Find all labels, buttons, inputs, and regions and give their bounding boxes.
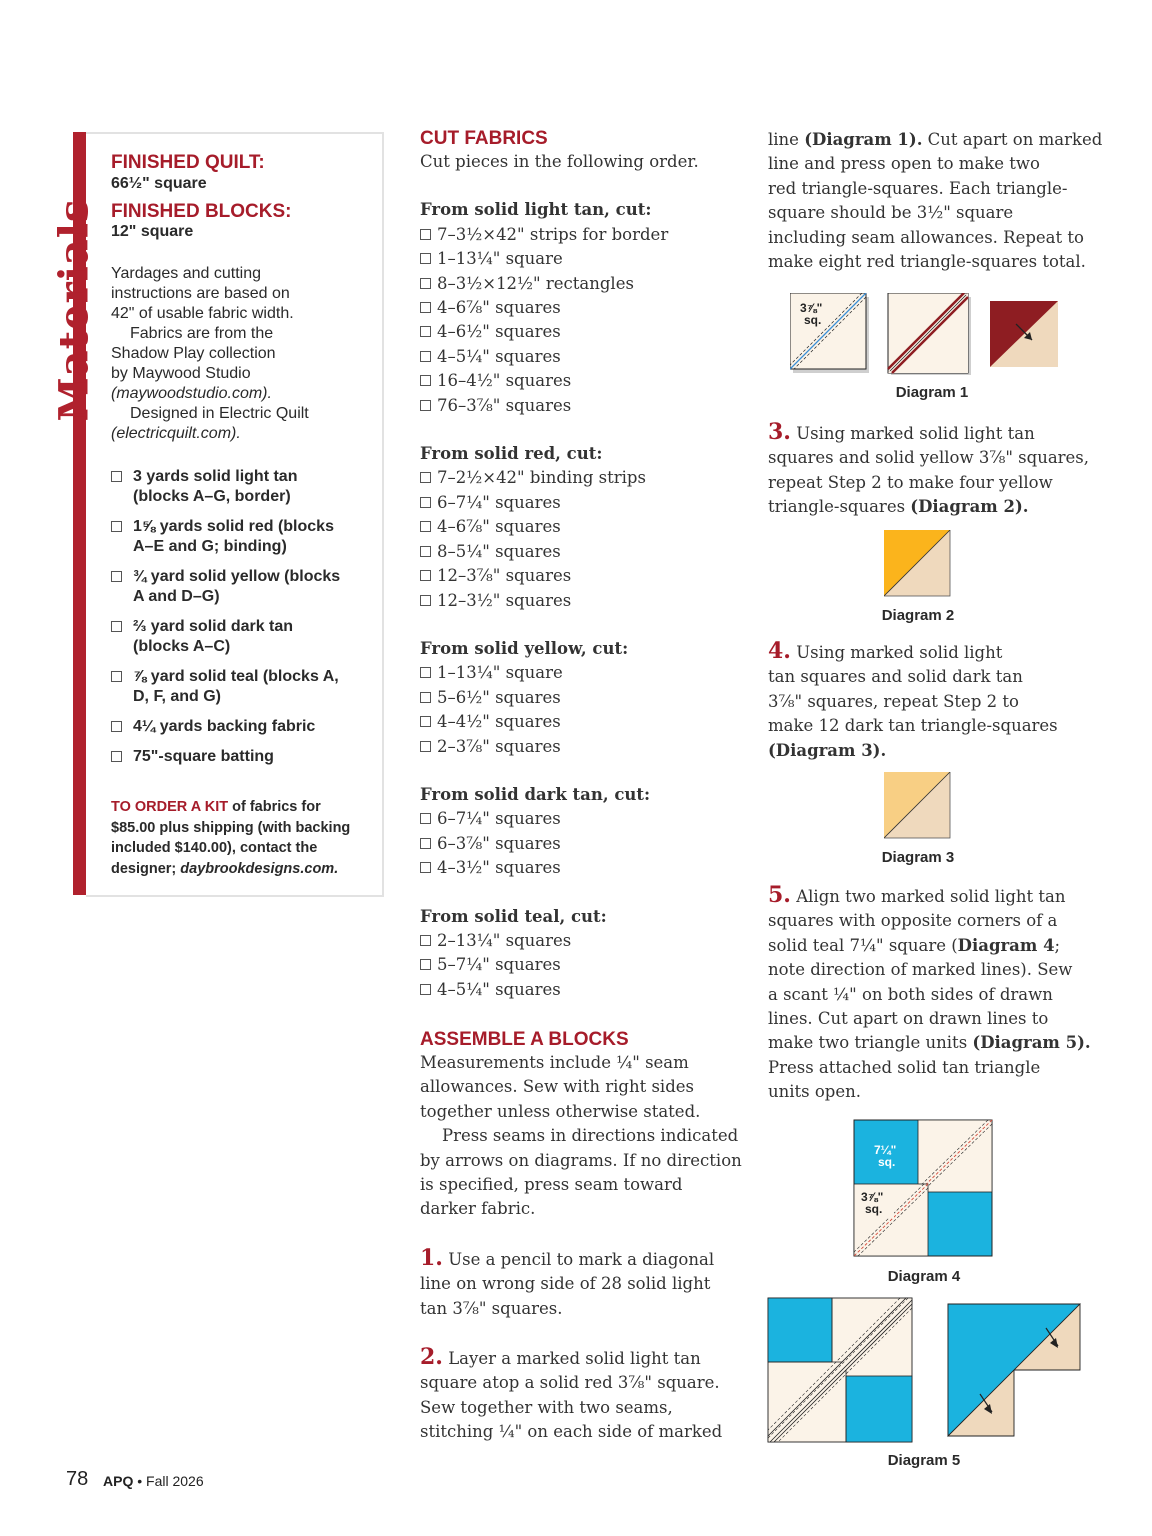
list-item [420, 686, 750, 710]
step-line: line on wrong side of 28 solid light [420, 1274, 711, 1294]
page-number: 78 [66, 1468, 89, 1490]
item-text: 4–4½" squares [437, 712, 561, 732]
item-text: 4–5¼" squares [437, 979, 561, 999]
para-line: allowances. Sew with right sides [420, 1077, 694, 1097]
fabrics-line: Fabrics are from the [130, 325, 274, 342]
list-item [420, 735, 750, 759]
step-line: Layer a marked solid light tan [448, 1349, 701, 1369]
checkbox-icon [111, 521, 122, 532]
step-line: square atop a solid red 3⅞" square. [420, 1373, 720, 1393]
checkbox-icon [420, 400, 431, 411]
step-number: 1. [420, 1244, 443, 1271]
checkbox-icon [420, 595, 431, 606]
checkbox-icon [420, 959, 431, 970]
checkbox-icon [420, 716, 431, 727]
item-text: 8–5¼" squares [437, 541, 561, 561]
item-text: 4¼ yards backing fabric [133, 718, 316, 735]
designed-line: Designed in Electric Quilt [130, 405, 309, 422]
assemble-para-1 [420, 1051, 750, 1222]
list-item [420, 491, 750, 515]
checkbox-icon [420, 375, 431, 386]
checkbox-icon [420, 497, 431, 508]
checkbox-icon [420, 935, 431, 946]
checkbox-icon [420, 253, 431, 264]
checkbox-icon [420, 351, 431, 362]
list-item [420, 272, 750, 296]
step-line: solid teal 7¼" square ( [768, 935, 958, 955]
assemble-section [420, 1029, 750, 1445]
list-item [111, 667, 371, 707]
kit-lead: TO ORDER A KIT [111, 799, 229, 815]
materials-vertical-title [44, 200, 104, 420]
para-line: together unless otherwise stated. [420, 1101, 701, 1121]
item-text: 6–3⅞" squares [437, 833, 561, 853]
item-text: 5–7¼" squares [437, 955, 561, 975]
step-line: lines. Cut apart on drawn lines to [768, 1009, 1049, 1029]
list-item [111, 617, 371, 657]
para-line: darker fabric. [420, 1199, 536, 1219]
step-line: line [768, 130, 805, 149]
step-line: Use a pencil to mark a diagonal [448, 1249, 715, 1269]
kit-line: designer; [111, 860, 177, 877]
checkbox-icon [111, 751, 122, 762]
diagram-5-figure [766, 1296, 1084, 1446]
list-item [111, 567, 371, 607]
intro-line: Yardages and cutting [111, 265, 262, 282]
checkbox-icon [111, 621, 122, 632]
item-text: 75"-square batting [133, 748, 274, 765]
list-item [420, 832, 750, 856]
step-line: units open. [768, 1082, 862, 1102]
checkbox-icon [420, 570, 431, 581]
group-title: From solid yellow, cut: [420, 638, 629, 658]
list-item [420, 296, 750, 320]
cut-fabrics-heading: CUT FABRICS [420, 128, 548, 149]
item-text: 2–13¼" squares [437, 930, 572, 950]
diagram-3-caption: Diagram 3 [881, 849, 955, 866]
materials-intro [111, 264, 381, 444]
step-line: line and press open to make two [768, 154, 1040, 174]
list-item [420, 856, 750, 880]
step-number: 4. [768, 638, 791, 664]
checkbox-icon [111, 571, 122, 582]
diagram-5-caption: Diagram 5 [887, 1452, 961, 1469]
cut-group-teal [420, 905, 750, 1003]
finished-blocks-heading: FINISHED BLOCKS: [111, 201, 292, 222]
item-text: 1–13¼" square [437, 663, 563, 683]
daybrook-link[interactable]: daybrookdesigns.com. [180, 860, 339, 877]
step-number: 5. [768, 882, 791, 908]
d4-size-label: 3⅞" [861, 1190, 884, 1204]
list-item [420, 589, 750, 613]
item-text: 4–6⅞" squares [437, 298, 561, 318]
cut-group-light-tan [420, 198, 750, 418]
checkbox-icon [420, 741, 431, 752]
item-text: ⅔ yard solid dark tan [133, 618, 294, 635]
item-text: 4–6½" squares [437, 322, 561, 342]
list-item [420, 394, 750, 418]
step-number: 2. [420, 1344, 443, 1371]
step-5 [768, 883, 1108, 1105]
step-line: Using marked solid light tan [796, 424, 1035, 443]
item-text: 5–6½" squares [437, 687, 561, 707]
diagram-ref: (Diagram 1). [804, 130, 923, 149]
intro-line: instructions are based on [111, 285, 290, 302]
list-item [111, 467, 371, 507]
item-text: (blocks A–G, border) [133, 488, 291, 505]
diagram-ref: (Diagram 2). [910, 497, 1029, 517]
item-text: 8–3½×12½" rectangles [437, 273, 634, 293]
step-2-continued [768, 128, 1108, 274]
step-number: 3. [768, 419, 791, 445]
checkbox-icon [420, 521, 431, 532]
diagram-4-caption: Diagram 4 [887, 1268, 961, 1285]
item-text: 4–6⅞" squares [437, 517, 561, 537]
item-text: 1–13¼" square [437, 249, 563, 269]
finished-quilt-heading: FINISHED QUILT: [111, 152, 265, 173]
checkbox-icon [420, 692, 431, 703]
step-line: triangle-squares [768, 497, 911, 517]
list-item [420, 661, 750, 685]
item-text: ¾ yard solid yellow (blocks [133, 568, 341, 585]
cut-group-dark-tan [420, 783, 750, 881]
item-text: (blocks A–C) [133, 638, 231, 655]
para-line: Press seams in directions indicated [442, 1126, 739, 1146]
item-text: 12–3⅞" squares [437, 566, 572, 586]
list-item [420, 515, 750, 539]
item-text: 7–2½×42" binding strips [437, 468, 646, 488]
list-item [420, 345, 750, 369]
diagram-1-figure [790, 293, 1062, 375]
fabrics-line: by Maywood Studio [111, 365, 251, 382]
kit-line: included $140.00), contact the [111, 840, 318, 856]
step-line: ; [1054, 935, 1061, 955]
checkbox-icon [420, 229, 431, 240]
materials-list [111, 467, 371, 777]
d1-size-label: 3⅞" [800, 301, 823, 315]
d4-size-label: sq. [878, 1155, 896, 1169]
intro-line: 42" of usable fabric width. [111, 305, 294, 322]
item-text: 2–3⅞" squares [437, 736, 561, 756]
group-title: From solid dark tan, cut: [420, 784, 651, 804]
cut-fabrics-intro: Cut pieces in the following order. [420, 152, 699, 171]
item-text: 16–4½" squares [437, 371, 572, 391]
electricquilt-link[interactable]: (electricquilt.com). [111, 425, 241, 442]
group-title: From solid red, cut: [420, 444, 603, 464]
list-item [420, 710, 750, 734]
list-item [111, 747, 371, 767]
checkbox-icon [111, 721, 122, 732]
step-line: a scant ¼" on both sides of drawn [768, 984, 1053, 1004]
step-line: Cut apart on marked [922, 130, 1103, 149]
checkbox-icon [420, 838, 431, 849]
step-line: make 12 dark tan triangle-squares [768, 716, 1058, 736]
checkbox-icon [420, 472, 431, 483]
item-text: 4–5¼" squares [437, 346, 561, 366]
para-line: by arrows on diagrams. If no direction [420, 1150, 742, 1170]
step-line: stitching ¼" on each side of marked [420, 1422, 723, 1442]
diagram-2-figure [884, 530, 952, 598]
finished-blocks-value: 12" square [111, 223, 194, 240]
step-line: make two triangle units [768, 1033, 973, 1053]
checkbox-icon [420, 326, 431, 337]
cut-fabrics-section [420, 128, 750, 1002]
list-item [420, 540, 750, 564]
item-text: A–E and G; binding) [133, 538, 287, 555]
step-line: tan squares and solid dark tan [768, 667, 1023, 687]
diagram-ref: (Diagram 5). [972, 1033, 1091, 1053]
item-text: 4–3½" squares [437, 858, 561, 878]
list-item [420, 807, 750, 831]
step-1 [420, 1246, 750, 1321]
diagram-2-caption: Diagram 2 [881, 607, 955, 624]
step-line: squares with opposite corners of a [768, 911, 1058, 931]
list-item [111, 517, 371, 557]
item-text: 76–3⅞" squares [437, 395, 572, 415]
maywood-link[interactable]: (maywoodstudio.com). [111, 385, 272, 402]
d4-size-label: 7¼" [874, 1143, 897, 1157]
cut-group-red [420, 442, 750, 613]
checkbox-icon [420, 813, 431, 824]
step-line: squares and solid yellow 3⅞" squares, [768, 448, 1090, 468]
checkbox-icon [420, 984, 431, 995]
item-text: ⅞ yard solid teal (blocks A, [133, 668, 339, 685]
step-line: repeat Step 2 to make four yellow [768, 472, 1053, 492]
issue-name: • Fall 2026 [133, 1473, 204, 1489]
para-line: Measurements include ¼" seam [420, 1053, 689, 1072]
item-text: 3 yards solid light tan [133, 468, 298, 485]
list-item [420, 320, 750, 344]
cut-group-yellow [420, 637, 750, 759]
magazine-footer [103, 1473, 204, 1489]
step-line: make eight red triangle-squares total. [768, 252, 1086, 272]
kit-line: of fabrics for [232, 799, 321, 815]
step-line: tan 3⅞" squares. [420, 1298, 563, 1318]
step-3 [768, 420, 1108, 520]
magazine-name: APQ [103, 1473, 134, 1489]
step-2 [420, 1345, 750, 1445]
step-line: red triangle-squares. Each triangle- [768, 178, 1068, 198]
kit-line: $85.00 plus shipping (with backing [111, 819, 351, 836]
checkbox-icon [420, 667, 431, 678]
diagram-4-figure [852, 1118, 996, 1260]
group-title: From solid light tan, cut: [420, 200, 652, 220]
step-line: 3⅞" squares, repeat Step 2 to [768, 691, 1019, 711]
checkbox-icon [420, 302, 431, 313]
list-item [420, 953, 750, 977]
diagram-1-caption: Diagram 1 [895, 384, 969, 401]
list-item [420, 929, 750, 953]
diagram-ref: (Diagram 3). [768, 740, 887, 760]
step-line: Press attached solid tan triangle [768, 1057, 1041, 1077]
fabrics-line: Shadow Play collection [111, 345, 276, 362]
list-item [420, 223, 750, 247]
step-line: Using marked solid light [796, 643, 1003, 662]
list-item [420, 466, 750, 490]
kit-order-text [111, 797, 373, 879]
checkbox-icon [111, 671, 122, 682]
para-line: is specified, press seam toward [420, 1175, 683, 1195]
item-text: 7–3½×42" strips for border [437, 224, 669, 244]
list-item [420, 369, 750, 393]
list-item [420, 564, 750, 588]
step-line: Sew together with two seams, [420, 1397, 673, 1417]
step-4 [768, 639, 1108, 763]
assemble-heading: ASSEMBLE A BLOCKS [420, 1029, 629, 1050]
item-text: A and D–G) [133, 588, 220, 605]
step-line: square should be 3½" square [768, 203, 1014, 223]
checkbox-icon [420, 278, 431, 289]
item-text: 6–7¼" squares [437, 809, 561, 829]
step-line: including seam allowances. Repeat to [768, 227, 1084, 247]
finished-quilt-value: 66½" square [111, 175, 207, 192]
diagram-3-figure [884, 772, 952, 840]
materials-title-text: Materials [50, 198, 98, 422]
item-text: D, F, and G) [133, 688, 221, 705]
d4-size-label: sq. [865, 1202, 883, 1216]
group-title: From solid teal, cut: [420, 906, 607, 926]
checkbox-icon [420, 546, 431, 557]
item-text: 6–7¼" squares [437, 492, 561, 512]
checkbox-icon [420, 862, 431, 873]
d1-size-label: sq. [804, 313, 822, 327]
checkbox-icon [111, 471, 122, 482]
list-item [111, 717, 371, 737]
item-text: 12–3½" squares [437, 590, 572, 610]
list-item [420, 978, 750, 1002]
step-line: Align two marked solid light tan [796, 887, 1066, 906]
item-text: 1⅝ yards solid red (blocks [133, 518, 334, 535]
step-line: note direction of marked lines). Sew [768, 960, 1073, 980]
list-item [420, 247, 750, 271]
diagram-ref: Diagram 4 [957, 935, 1055, 955]
